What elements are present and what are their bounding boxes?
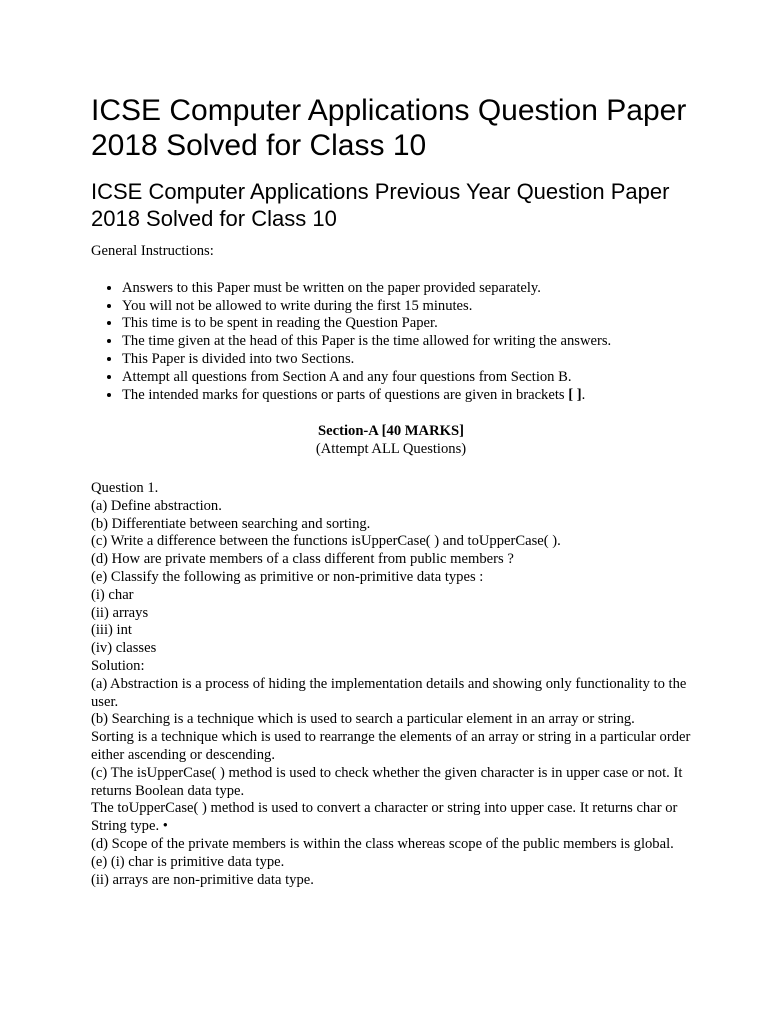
solution-line: (c) The isUpperCase( ) method is used to check whether the given character is in upper case or not. It returns Boolean data type. [91,764,683,799]
instruction-item: • You will not be allowed to write during the first 15 minutes. [122,298,691,316]
instruction-end: . [581,386,586,403]
solution-line: (b) Searching is a technique which is used to search a particular element in an array or string. [91,711,635,728]
page-title: ICSE Computer Applications Question Paper 2018 Solved for Class 10 [91,94,687,162]
solution-heading: Solution: [91,657,145,674]
instructions-label: General Instructions: [91,243,214,259]
instruction-item [122,387,691,405]
brackets-symbol: [ ] [568,386,582,403]
instruction-item: • Answers to this Paper must be written on the paper provided separately. [122,280,691,298]
instruction-item: • Attempt all questions from Section A and any four questions from Section B. [122,369,691,387]
question-line: (ii) arrays [91,604,149,621]
question-line: (a) Define abstraction. [91,497,222,514]
question-line: (b) Differentiate between searching and sorting. [91,515,371,532]
document-page [91,93,691,889]
section-title: Section-A [40 MARKS] [318,423,464,440]
instruction-text: The intended marks for questions or parts of questions are given in brackets [122,386,569,403]
question-line: (iii) int [91,622,132,639]
question-line: (d) How are private members of a class different from public members ? [91,551,514,568]
section-header [91,423,691,459]
question-line: (e) Classify the following as primitive or non-primitive data types : [91,568,484,585]
solution-line: The toUpperCase( ) method is used to convert a character or string into upper case. It returns char or String type. • [91,800,678,835]
instruction-item: • This time is to be spent in reading the Question Paper. [122,315,691,333]
solution-line: (a) Abstraction is a process of hiding the implementation details and showing only functionality to the user. [91,675,687,710]
question-answer-block [91,480,691,889]
section-subtitle: (Attempt ALL Questions) [315,441,467,458]
instruction-item: • The time given at the head of this Paper is the time allowed for writing the answers. [122,333,691,351]
page-subtitle: ICSE Computer Applications Previous Year Question Paper 2018 Solved for Class 10 [91,179,670,231]
question-line: (c) Write a difference between the functions isUpperCase( ) and toUpperCase( ). [91,533,561,550]
solution-line: (ii) arrays are non-primitive data type. [91,871,314,888]
question-heading: Question 1. [91,479,159,496]
question-line: (i) char [91,586,134,603]
instruction-item: • This Paper is divided into two Sections. [122,351,691,369]
solution-line: Sorting is a technique which is used to rearrange the elements of an array or string in a particular order either ascending or descending. [91,729,691,763]
solution-line: (d) Scope of the private members is within the class whereas scope of the public members is global. [91,835,674,852]
solution-line: (e) (i) char is primitive data type. [91,853,285,870]
question-line: (iv) classes [91,640,157,657]
instructions-list [91,280,691,405]
